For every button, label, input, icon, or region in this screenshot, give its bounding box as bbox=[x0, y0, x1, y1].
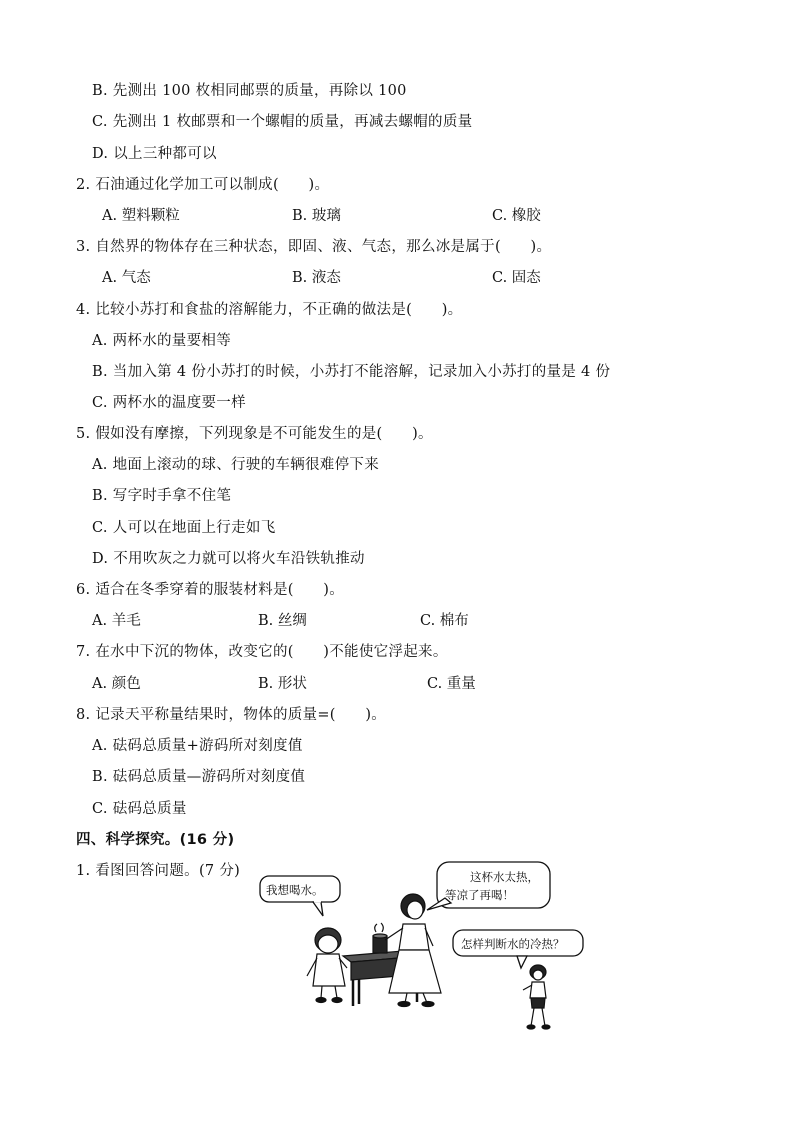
option-b: B. 玻璃 bbox=[292, 208, 341, 224]
speech-bubble-mother bbox=[427, 862, 550, 910]
option-text: A. 两杯水的量要相等 bbox=[92, 333, 231, 349]
speech-bubble-child bbox=[453, 930, 583, 968]
bubble-mother-line2: 等凉了再喝！ bbox=[445, 888, 514, 902]
bubble-girl-text: 我想喝水。 bbox=[266, 883, 324, 897]
option-text: C. 砝码总质量 bbox=[92, 801, 187, 817]
section-heading: 四、科学探究。(16 分) bbox=[76, 832, 235, 848]
option-b: B. 形状 bbox=[258, 676, 307, 692]
option-c: C. 橡胶 bbox=[492, 208, 541, 224]
option-a: A. 颜色 bbox=[92, 676, 141, 692]
option-c: C. 固态 bbox=[492, 270, 541, 286]
option-c: C. 棉布 bbox=[420, 613, 469, 629]
option-a: A. 气态 bbox=[102, 270, 151, 286]
option-text: A. 地面上滚动的球、行驶的车辆很难停下来 bbox=[92, 457, 379, 473]
question-7: 7. 在水中下沉的物体，改变它的( )不能使它浮起来。 bbox=[76, 644, 448, 660]
question-5: 5. 假如没有摩擦，下列现象是不可能发生的是( )。 bbox=[76, 426, 433, 442]
question-8: 8. 记录天平称量结果时，物体的质量=( )。 bbox=[76, 707, 387, 723]
question-3: 3. 自然界的物体存在三种状态，即固、液、气态，那么冰是属于( )。 bbox=[76, 239, 552, 255]
option-b: B. 丝绸 bbox=[258, 613, 307, 629]
option-text: B. 当加入第 4 份小苏打的时候，小苏打不能溶解，记录加入小苏打的量是 4 份 bbox=[92, 364, 611, 380]
option-text: B. 写字时手拿不住笔 bbox=[92, 488, 232, 504]
option-text: A. 砝码总质量+游码所对刻度值 bbox=[92, 738, 303, 754]
option-c: C. 重量 bbox=[427, 676, 476, 692]
option-text: B. 先测出 100 枚相同邮票的质量，再除以 100 bbox=[92, 83, 407, 99]
option-a: A. 塑料颗粒 bbox=[102, 208, 180, 224]
speech-bubble-girl bbox=[260, 876, 340, 916]
question-6: 6. 适合在冬季穿着的服装材料是( )。 bbox=[76, 582, 345, 598]
option-text: D. 以上三种都可以 bbox=[92, 146, 217, 162]
option-text: B. 砝码总质量—游码所对刻度值 bbox=[92, 769, 306, 785]
option-text: C. 先测出 1 枚邮票和一个螺帽的质量，再减去螺帽的质量 bbox=[92, 114, 473, 130]
bubble-child-text: 怎样判断水的冷热？ bbox=[461, 937, 565, 951]
bubble-mother-line1: 这杯水太热， bbox=[470, 870, 539, 884]
question-s1: 1. 看图回答问题。(7 分) bbox=[76, 863, 241, 879]
option-a: A. 羊毛 bbox=[92, 613, 141, 629]
option-text: D. 不用吹灰之力就可以将火车沿铁轨推动 bbox=[92, 551, 365, 567]
mother-figure bbox=[385, 894, 441, 1007]
cup-icon bbox=[373, 923, 387, 953]
child-figure bbox=[523, 965, 550, 1029]
girl-figure bbox=[307, 928, 347, 1003]
question-2: 2. 石油通过化学加工可以制成( )。 bbox=[76, 177, 330, 193]
option-text: C. 两杯水的温度要一样 bbox=[92, 395, 246, 411]
question-4: 4. 比较小苏打和食盐的溶解能力，不正确的做法是( )。 bbox=[76, 302, 463, 318]
option-text: C. 人可以在地面上行走如飞 bbox=[92, 520, 276, 536]
illustration bbox=[255, 858, 595, 1038]
option-b: B. 液态 bbox=[292, 270, 341, 286]
